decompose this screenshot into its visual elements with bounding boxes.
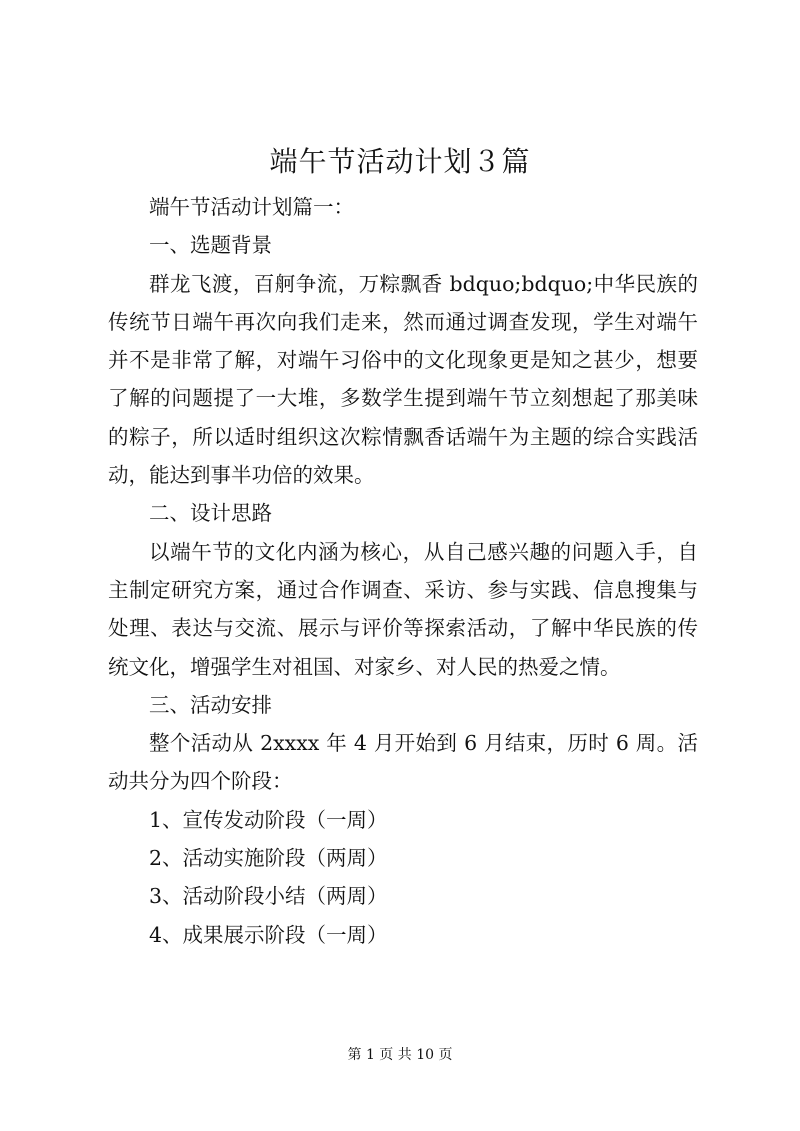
list-item-stage-3: 3、活动阶段小结（两周） <box>149 884 388 909</box>
list-item-stage-4: 4、成果展示阶段（一周） <box>149 922 388 947</box>
page-footer: 第 1 页 共 10 页 <box>347 1047 453 1063</box>
section-heading-background: 一、选题背景 <box>149 233 272 258</box>
paragraph-schedule: 整个活动从 2xxxx 年 4 月开始到 6 月结束，历时 6 周。活动共分为四个阶段： <box>108 731 698 794</box>
document-body <box>108 188 698 954</box>
paragraph-background: 群龙飞渡，百舸争流，万粽飘香 bdquo;bdquo;中华民族的传统节日端午再次向我们走来，然而通过调查发现，学生对端午并不是非常了解，对端午习俗中的文化现象更是知之甚少，想要了解的问题提了一大堆，多数学生提到端午节立刻想起了那美味的粽子，所以适时组织这次粽情飘香话端午为主题的综合实践活动，能达到事半功倍的效果。 <box>108 271 698 488</box>
paragraph-design: 以端午节的文化内涵为核心，从自己感兴趣的问题入手，自主制定研究方案，通过合作调查、采访、参与实践、信息搜集与处理、表达与交流、展示与评价等探索活动，了解中华民族的传统文化，增强学生对祖国、对家乡、对人民的热爱之情。 <box>108 539 698 679</box>
section-heading-schedule: 三、活动安排 <box>149 692 272 717</box>
list-item-stage-1: 1、宣传发动阶段（一周） <box>149 807 388 832</box>
list-item-stage-2: 2、活动实施阶段（两周） <box>149 846 388 871</box>
section-heading-plan-one: 端午节活动计划篇一： <box>149 195 354 219</box>
document-title: 端午节活动计划３篇 <box>269 145 531 178</box>
section-heading-design: 二、设计思路 <box>149 501 272 526</box>
